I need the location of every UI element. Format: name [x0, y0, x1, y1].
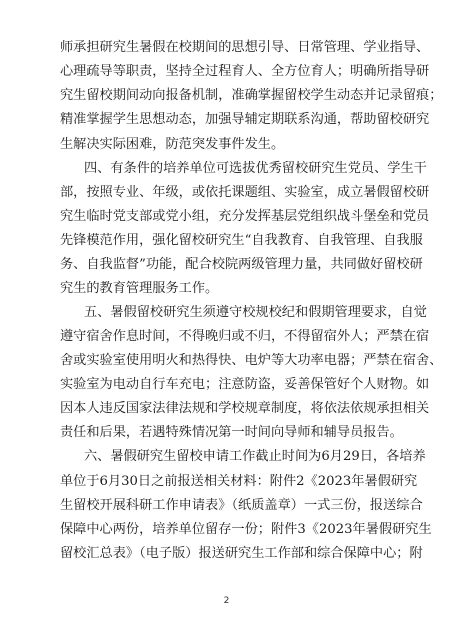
- text-line: 精准掌握学生思想动态，加强导辅定期联系沟通，帮助留校研究: [60, 112, 430, 127]
- text-line: 先锋模范作用，强化留校研究生“自我教育、自我管理、自我服: [60, 233, 423, 248]
- text-line: 遵守宿舍作息时间，不得晚归或不归，不得留宿外人；严禁在宿: [60, 329, 430, 344]
- text-line: 究生留校期间动向报备机制，准确掌握留校学生动态并记录留痕；: [60, 88, 443, 103]
- text-line: 因本人违反国家法律法规和学校规章制度，将依法依规承担相关: [60, 401, 430, 416]
- paragraph-six-start: 六、暑假研究生留校申请工作截止时间为6月29日，各培养: [84, 449, 426, 464]
- text-line: 责任和后果，若遇特殊情况第一时间向导师和辅导员报告。: [60, 425, 403, 440]
- text-line: 生留校开展科研工作申请表》（纸质盖章）一式三份，报送综合: [60, 498, 423, 513]
- text-line: 单位于6月30日之前报送相关材料：附件2《2023年暑假研究: [60, 474, 418, 489]
- text-line: 保障中心两份，培养单位留存一份；附件3《2023年暑假研究生: [60, 522, 432, 537]
- paragraph-four-start: 四、有条件的培养单位可选拔优秀留校研究生党员、学生干: [84, 161, 427, 176]
- text-line: 实验室为电动自行车充电；注意防盗，妥善保管好个人财物。如: [60, 377, 430, 392]
- text-line: 究生的教育管理服务工作。: [60, 281, 219, 296]
- text-line: 心理疏导等职责，坚持全过程育人、全方位育人；明确所指导研: [60, 64, 430, 79]
- text-line: 舍或实验室使用明火和热得快、电炉等大功率电器；严禁在宿舍、: [60, 353, 443, 368]
- text-line: 究生临时党支部或党小组，充分发挥基层党组织战斗堡垒和党员: [60, 209, 430, 224]
- page-number: 2: [223, 596, 230, 606]
- text-line: 生解决实际困难，防范突发事件发生。: [60, 137, 285, 152]
- text-line: 师承担研究生暑假在校期间的思想引导、日常管理、学业指导、: [60, 40, 430, 55]
- text-line: 留校汇总表》（电子版）报送研究生工作部和综合保障中心；附: [60, 546, 423, 561]
- paragraph-five-start: 五、暑假留校研究生须遵守校规校纪和假期管理要求，自觉: [84, 305, 427, 320]
- text-line: 部，按照专业、年级，或依托课题组、实验室，成立暑假留校研: [60, 185, 430, 200]
- text-line: 务、自我监督”功能，配合校院两级管理力量，共同做好留校研: [60, 257, 423, 272]
